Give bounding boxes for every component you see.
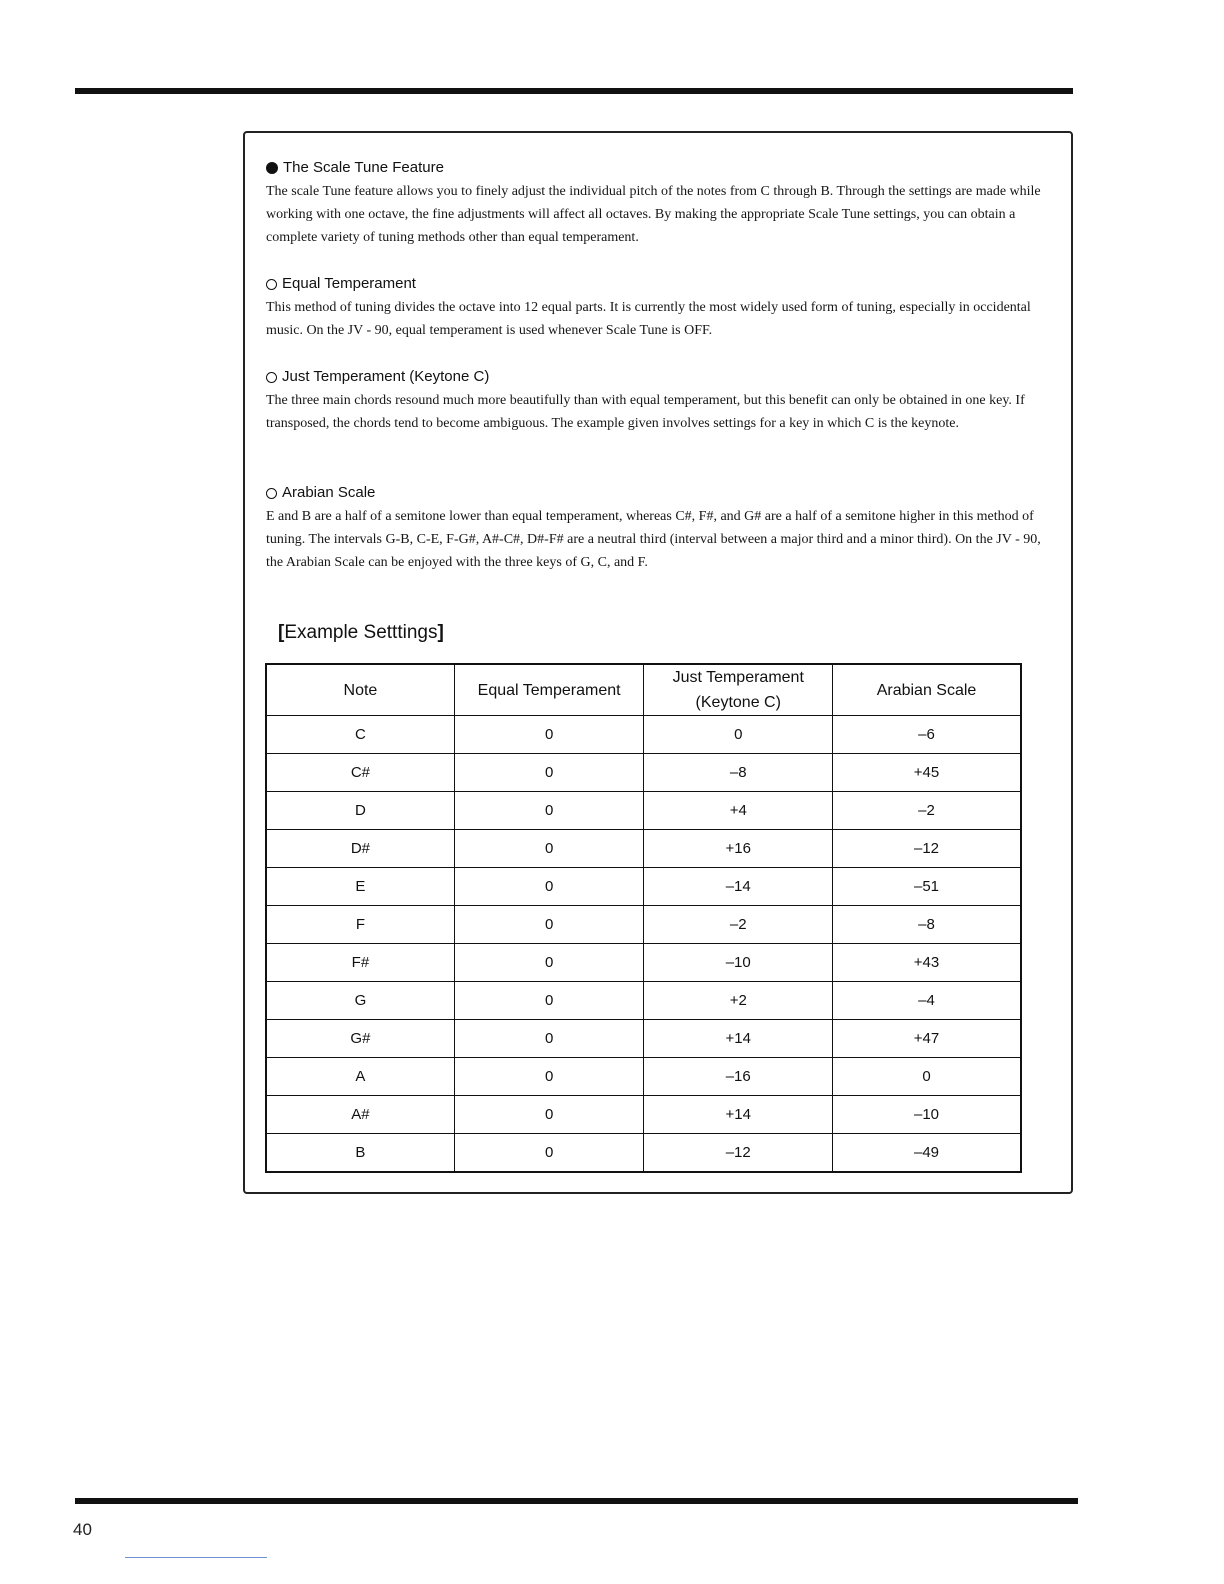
cell-arabian: +43 bbox=[833, 944, 1021, 982]
header-note: Note bbox=[266, 664, 454, 716]
header-arabian-scale: Arabian Scale bbox=[833, 664, 1021, 716]
cell-equal: 0 bbox=[454, 944, 644, 982]
header-equal-temperament: Equal Temperament bbox=[454, 664, 644, 716]
section-heading-text: Equal Temperament bbox=[282, 275, 416, 292]
table-row bbox=[266, 1020, 1021, 1058]
cell-arabian: +45 bbox=[833, 754, 1021, 792]
cell-arabian: –6 bbox=[833, 716, 1021, 754]
cell-just: +14 bbox=[644, 1096, 833, 1134]
section-body: This method of tuning divides the octave into 12 equal parts. It is currently the most widely used form of tuning, especially in occidental music. On the JV - 90, equal temperament is used whenever Scale Tune is OFF. bbox=[266, 300, 1031, 338]
cell-note: F bbox=[266, 906, 454, 944]
cell-equal: 0 bbox=[454, 906, 644, 944]
cell-arabian: –51 bbox=[833, 868, 1021, 906]
section-heading bbox=[266, 483, 1046, 503]
open-circle-bullet-icon bbox=[266, 372, 277, 383]
cell-just: –8 bbox=[644, 754, 833, 792]
table-header-row bbox=[266, 664, 1021, 716]
table-row bbox=[266, 1058, 1021, 1096]
close-bracket: ] bbox=[437, 622, 444, 643]
cell-note: F# bbox=[266, 944, 454, 982]
cell-just: –16 bbox=[644, 1058, 833, 1096]
cell-arabian: +47 bbox=[833, 1020, 1021, 1058]
cell-arabian: –49 bbox=[833, 1134, 1021, 1173]
cell-equal: 0 bbox=[454, 792, 644, 830]
section-body: The scale Tune feature allows you to finely adjust the individual pitch of the notes from C through B. Through the settings are made while working with one octave, the fine adjustments will affect all octaves. By making the appropriate Scale Tune settings, you can obtain a complete variety of tuning methods other than equal temperament. bbox=[266, 184, 1041, 245]
bottom-rule bbox=[75, 1498, 1078, 1504]
header-just-line2: (Keytone C) bbox=[695, 694, 781, 711]
cell-note: D# bbox=[266, 830, 454, 868]
section-heading bbox=[266, 158, 1046, 178]
cell-just: +16 bbox=[644, 830, 833, 868]
cell-equal: 0 bbox=[454, 868, 644, 906]
cell-equal: 0 bbox=[454, 1058, 644, 1096]
cell-note: G# bbox=[266, 1020, 454, 1058]
section-scale-tune-feature bbox=[266, 158, 1046, 249]
cell-arabian: –8 bbox=[833, 906, 1021, 944]
table-row bbox=[266, 868, 1021, 906]
cell-equal: 0 bbox=[454, 1096, 644, 1134]
table-row bbox=[266, 792, 1021, 830]
open-circle-bullet-icon bbox=[266, 488, 277, 499]
section-body: E and B are a half of a semitone lower than equal temperament, whereas C#, F#, and G# are a half of a semitone higher in this method of tuning. The intervals G-B, C-E, F-G#, A#-C#, D#-F# are a neutral third (interval between a major third and a minor third). On the JV - 90, the Arabian Scale can be enjoyed with the three keys of G, C, and F. bbox=[266, 509, 1041, 570]
cell-note: D bbox=[266, 792, 454, 830]
cell-arabian: 0 bbox=[833, 1058, 1021, 1096]
section-arabian-scale bbox=[266, 483, 1046, 574]
cell-equal: 0 bbox=[454, 830, 644, 868]
top-rule bbox=[75, 88, 1073, 94]
cell-arabian: –10 bbox=[833, 1096, 1021, 1134]
header-just-temperament bbox=[644, 664, 833, 716]
filled-bullet-icon bbox=[266, 162, 278, 174]
cell-equal: 0 bbox=[454, 1134, 644, 1173]
footer-line bbox=[125, 1557, 267, 1558]
table-row bbox=[266, 906, 1021, 944]
cell-just: +4 bbox=[644, 792, 833, 830]
section-heading bbox=[266, 274, 1046, 294]
open-bracket: [ bbox=[278, 622, 285, 643]
table-row bbox=[266, 1134, 1021, 1173]
table-row bbox=[266, 716, 1021, 754]
open-circle-bullet-icon bbox=[266, 279, 277, 290]
section-just-temperament bbox=[266, 367, 1046, 435]
example-settings-title bbox=[278, 622, 444, 644]
page-number: 40 bbox=[73, 1520, 92, 1539]
table-row bbox=[266, 944, 1021, 982]
cell-equal: 0 bbox=[454, 982, 644, 1020]
cell-just: +14 bbox=[644, 1020, 833, 1058]
cell-just: 0 bbox=[644, 716, 833, 754]
cell-note: B bbox=[266, 1134, 454, 1173]
cell-equal: 0 bbox=[454, 754, 644, 792]
cell-equal: 0 bbox=[454, 716, 644, 754]
section-body: The three main chords resound much more beautifully than with equal temperament, but this benefit can only be obtained in one key. If transposed, the chords tend to become ambiguous. The example given involves settings for a key in which C is the keynote. bbox=[266, 393, 1025, 431]
cell-arabian: –4 bbox=[833, 982, 1021, 1020]
example-settings-title-text: Example Setttings bbox=[284, 622, 438, 643]
section-heading-text: Just Temperament (Keytone C) bbox=[282, 368, 490, 385]
cell-arabian: –2 bbox=[833, 792, 1021, 830]
cell-note: A# bbox=[266, 1096, 454, 1134]
section-heading bbox=[266, 367, 1046, 387]
cell-equal: 0 bbox=[454, 1020, 644, 1058]
section-heading-text: The Scale Tune Feature bbox=[283, 159, 444, 176]
cell-just: –10 bbox=[644, 944, 833, 982]
cell-note: C bbox=[266, 716, 454, 754]
section-equal-temperament bbox=[266, 274, 1046, 342]
cell-just: +2 bbox=[644, 982, 833, 1020]
table-row bbox=[266, 982, 1021, 1020]
cell-arabian: –12 bbox=[833, 830, 1021, 868]
table-row bbox=[266, 830, 1021, 868]
cell-note: G bbox=[266, 982, 454, 1020]
cell-just: –14 bbox=[644, 868, 833, 906]
cell-just: –12 bbox=[644, 1134, 833, 1173]
table-row bbox=[266, 1096, 1021, 1134]
cell-note: C# bbox=[266, 754, 454, 792]
cell-note: E bbox=[266, 868, 454, 906]
section-heading-text: Arabian Scale bbox=[282, 484, 376, 501]
header-just-line1: Just Temperament bbox=[672, 669, 804, 686]
cell-note: A bbox=[266, 1058, 454, 1096]
table-row bbox=[266, 754, 1021, 792]
example-settings-table bbox=[265, 663, 1022, 1173]
cell-just: –2 bbox=[644, 906, 833, 944]
